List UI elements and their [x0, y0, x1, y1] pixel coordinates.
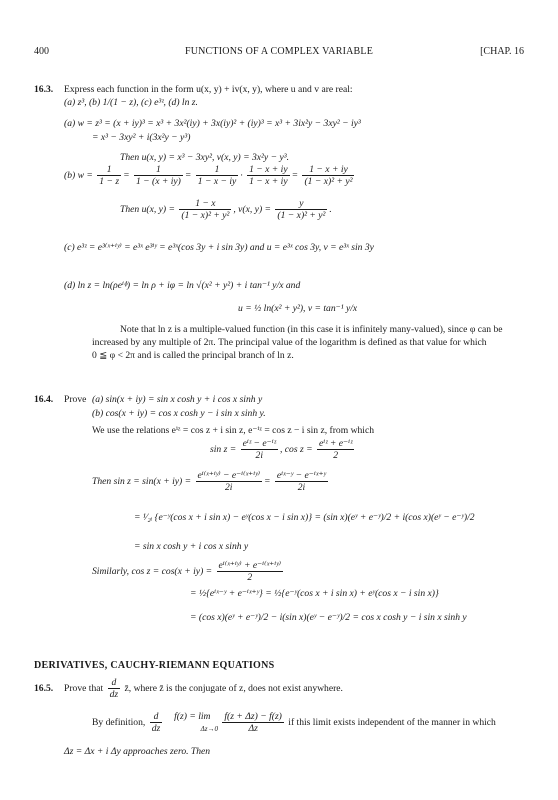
fraction: $\frac{d}{dz}$ — [109, 677, 119, 701]
fraction: $\frac{1}{1 - x - iy}$ — [197, 164, 237, 188]
solution-b-then: Then u(x, y) = $\frac{1 - x}{\text{(1 − x)² + y²}}$ , v(x, y) = $\frac{y}{\text{(1 − x)² + y²}}$ . — [120, 198, 332, 222]
solution-a-line3: Then u(x, y) = x³ − 3xy², v(x, y) = 3x²y − y³. — [120, 152, 289, 163]
fraction: $\frac{y}{\text{(1 − x)² + y²}}$ — [277, 198, 326, 222]
problem-number: 16.3. — [34, 84, 54, 95]
sin-cos-definitions: sin z = $\frac{\text{eⁱᶻ − e⁻ⁱᶻ}}{2i}$ , cos z = $\frac{\text{eⁱᶻ + e⁻ⁱᶻ}}{2}$ — [210, 438, 353, 462]
similarly-cos-equation: Similarly, cos z = cos(x + iy) = $\frac{\text{eⁱ⁽ˣ⁺ⁱʸ⁾ + e⁻ⁱ⁽ˣ⁺ⁱʸ⁾}}{2}$ — [92, 560, 281, 584]
solution-b-label: (b) w = — [64, 169, 93, 181]
problem-statement: Express each function in the form u(x, y) + iv(x, y), where u and v are real: — [64, 84, 353, 95]
problem-parts: (a) z³, (b) 1/(1 − z), (c) e³ᶻ, (d) ln z. — [64, 97, 198, 108]
running-title: FUNCTIONS OF A COMPLEX VARIABLE — [184, 46, 374, 57]
fraction: $\frac{f(z + \Delta z) - f(z)}{\Delta z}$ — [224, 711, 282, 735]
cos-expansion: = ½{eⁱˣ⁻ʸ + e⁻ⁱˣ⁺ʸ} = ½{e⁻ʸ(cos x + i sin x) + eʸ(cos x − i sin x)} — [190, 588, 439, 599]
solution-d: (d) ln z = ln(ρeⁱᶲ) = ln ρ + iφ = ln √(x² + y²) + i tan⁻¹ y/x and — [64, 280, 301, 291]
relations-text: We use the relations eⁱᶻ = cos z + i sin z, e⁻ⁱᶻ = cos z − i sin z, from which — [92, 425, 375, 436]
note-line-3: 0 ≦ φ < 2π and is called the principal branch of ln z. — [92, 350, 294, 361]
solution-a-line2: = x³ − 3xy² + i(3x²y − y³) — [92, 132, 191, 143]
fraction: $\frac{\text{eⁱᶻ − e⁻ⁱᶻ}}{2i}$ — [242, 438, 276, 462]
chapter-label: [CHAP. 16 — [480, 46, 524, 57]
fraction: $\frac{1}{1 - (x + iy)}$ — [135, 164, 181, 188]
prove-label: Prove — [64, 394, 87, 405]
definition-continuation: Δz = Δx + i Δy approaches zero. Then — [64, 746, 211, 757]
definition-line: By definition, $\frac{d}{dz}$ f(z) = lim Δz→0 $\frac{f(z + \Delta z) - f(z)}{\Delta z}$ if this limit exists independent of the manner in which — [92, 711, 496, 735]
cos-result: = (cos x)(eʸ + e⁻ʸ)/2 − i(sin x)(eʸ − e⁻ʸ)/2 = cos x cosh y − i sin x sinh y — [190, 612, 467, 623]
page-number: 400 — [34, 46, 49, 57]
sin-expansion: = ¹⁄₂ᵢ {e⁻ʸ(cos x + i sin x) − eʸ(cos x − i sin x)} = (sin x)(eʸ + e⁻ʸ)/2 + i(cos x)(eʸ − e⁻ʸ)/2 — [134, 512, 475, 523]
fraction: $\frac{1 - x}{\text{(1 − x)² + y²}}$ — [181, 198, 230, 222]
problem-number: 16.5. — [34, 683, 54, 694]
note-line-2: increased by any multiple of 2π. The principal value of the logarithm is defined as that value for which — [92, 337, 487, 348]
solution-c: (c) e³ᶻ = e³⁽ˣ⁺ⁱʸ⁾ = e³ˣ e³ⁱʸ = e³ˣ(cos 3y + i sin 3y) and u = e³ˣ cos 3y, v = e³ˣ sin 3y — [64, 242, 374, 253]
fraction: $\frac{d}{dz}$ — [151, 711, 161, 735]
fraction: $\frac{1 - x + iy}{\text{(1 − x)² + y²}}$ — [304, 164, 353, 188]
page-header — [34, 46, 524, 60]
sin-result: = sin x cosh y + i cos x sinh y — [134, 541, 249, 552]
section-heading: DERIVATIVES, CAUCHY-RIEMANN EQUATIONS — [34, 660, 275, 671]
fraction: $\frac{\text{eⁱ⁽ˣ⁺ⁱʸ⁾ − e⁻ⁱ⁽ˣ⁺ⁱʸ⁾}}{2i}$ — [197, 470, 260, 494]
fraction: $\frac{1 - x + iy}{1 - x + iy}$ — [249, 164, 288, 188]
fraction: $\frac{\text{eⁱᶻ + e⁻ⁱᶻ}}{2}$ — [318, 438, 353, 462]
fraction: $\frac{1}{1 - z}$ — [99, 164, 120, 188]
problem-number: 16.4. — [34, 394, 54, 405]
statement-b: (b) cos(x + iy) = cos x cosh y − i sin x sinh y. — [92, 408, 266, 419]
problem-statement: Prove that $\frac{d}{dz}$ z̄, where z̄ is the conjugate of z, does not exist anywhere. — [64, 677, 343, 701]
fraction: $\frac{\text{eⁱ⁽ˣ⁺ⁱʸ⁾ + e⁻ⁱ⁽ˣ⁺ⁱʸ⁾}}{2}$ — [218, 560, 281, 584]
note-line-1: Note that ln z is a multiple-valued function (in this case it is infinitely many-valued), since φ can be — [120, 324, 503, 335]
solution-d-result: u = ½ ln(x² + y²), v = tan⁻¹ y/x — [238, 303, 358, 314]
fraction: $\frac{\text{eⁱˣ⁻ʸ − e⁻ⁱˣ⁺ʸ}}{2i}$ — [276, 470, 326, 494]
then-sin-equation: Then sin z = sin(x + iy) = $\frac{\text{eⁱ⁽ˣ⁺ⁱʸ⁾ − e⁻ⁱ⁽ˣ⁺ⁱʸ⁾}}{2i}$ = $\frac{\text{eⁱˣ⁻ʸ − e⁻ⁱˣ⁺ʸ}}{2i}$ — [92, 470, 326, 494]
statement-a: (a) sin(x + iy) = sin x cosh y + i cos x sinh y — [92, 394, 263, 405]
solution-b-equation: (b) w = $\frac{1}{1 - z}$ = $\frac{1}{1 - (x + iy)}$ = $\frac{1}{1 - x - iy}$ · $\frac{1 - x + iy}{1 - x + iy}$ = $\frac{1 - x + iy}{\text{(1 − x)² + y²}}$ — [64, 164, 353, 188]
solution-a-line1: (a) w = z³ = (x + iy)³ = x³ + 3x²(iy) + 3x(iy)² + (iy)³ = x³ + 3ix²y − 3xy² − iy³ — [64, 118, 361, 129]
